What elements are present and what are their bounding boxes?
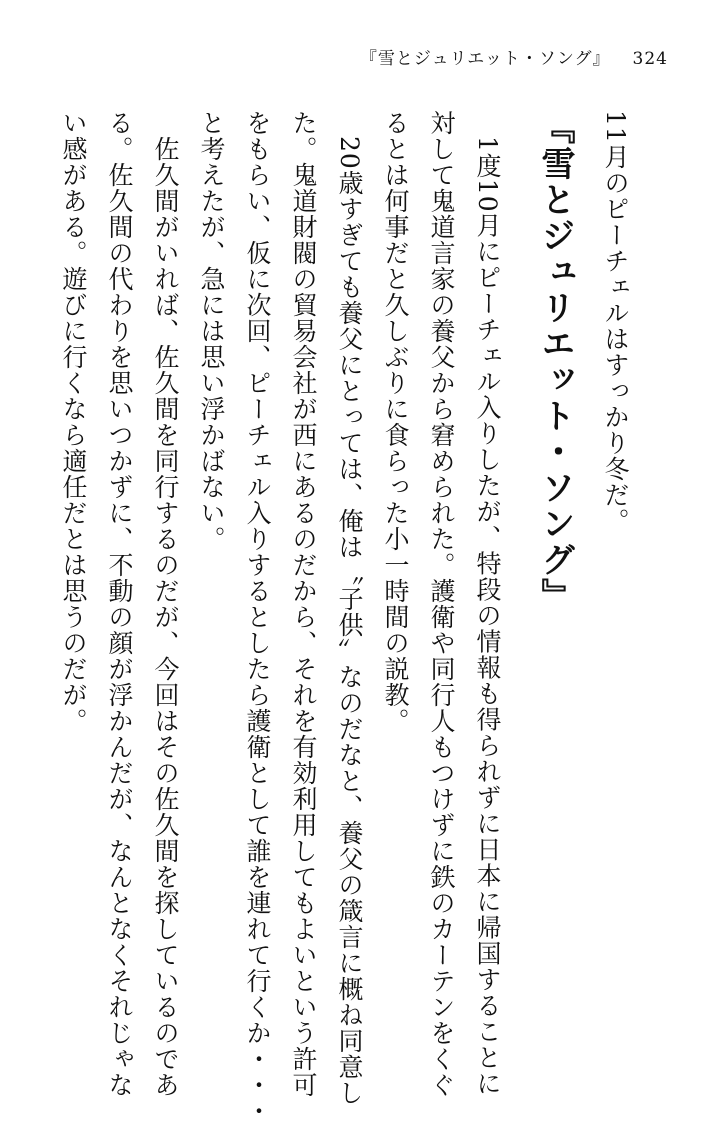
vertical-body-text	[50, 110, 638, 1124]
text-line: 佐久間がいれば、佐久間を同行するのだが、今回はその佐久間を探しているのであ	[151, 110, 180, 1098]
text-line: 11月のピーチェルはすっかり冬だ。	[601, 110, 630, 534]
text-line: る。佐久間の代わりを思いつかずに、不動の顔が浮かんだが、なんとなくそれじゃな	[105, 110, 134, 1098]
text-line: た。鬼道財閥の貿易会社が西にあるのだから、それを有効利用してもよいという許可	[289, 110, 318, 1098]
chapter-title: 『雪とジュリエット・ソング』	[535, 110, 575, 614]
running-header	[360, 44, 668, 69]
text-line: い感がある。遊びに行くなら適任だとは思うのだが。	[59, 110, 88, 734]
text-line: るとは何事だと久しぶりに食らった小一時間の説教。	[381, 110, 410, 734]
running-title: 『雪とジュリエット・ソング』	[359, 49, 611, 69]
text-line: 20歳すぎても養父にとっては、俺は〝子供〟なのだなと、養父の箴言に概ね同意し	[335, 110, 364, 1106]
text-line: 1度10月にピーチェル入りしたが、特段の情報も得られずに日本に帰国することに	[473, 110, 502, 1097]
text-line: 対して鬼道言家の養父から窘められた。護衛や同行人もつけずに鉄のカーテンをくぐ	[427, 110, 456, 1098]
text-line: と考えたが、急には思い浮かばない。	[197, 110, 226, 552]
page-number: 324	[632, 49, 668, 69]
text-line: をもらい、仮に次回、ピーチェル入りするとしたら護衛として誰を連れて行くか・・・	[243, 110, 272, 1124]
